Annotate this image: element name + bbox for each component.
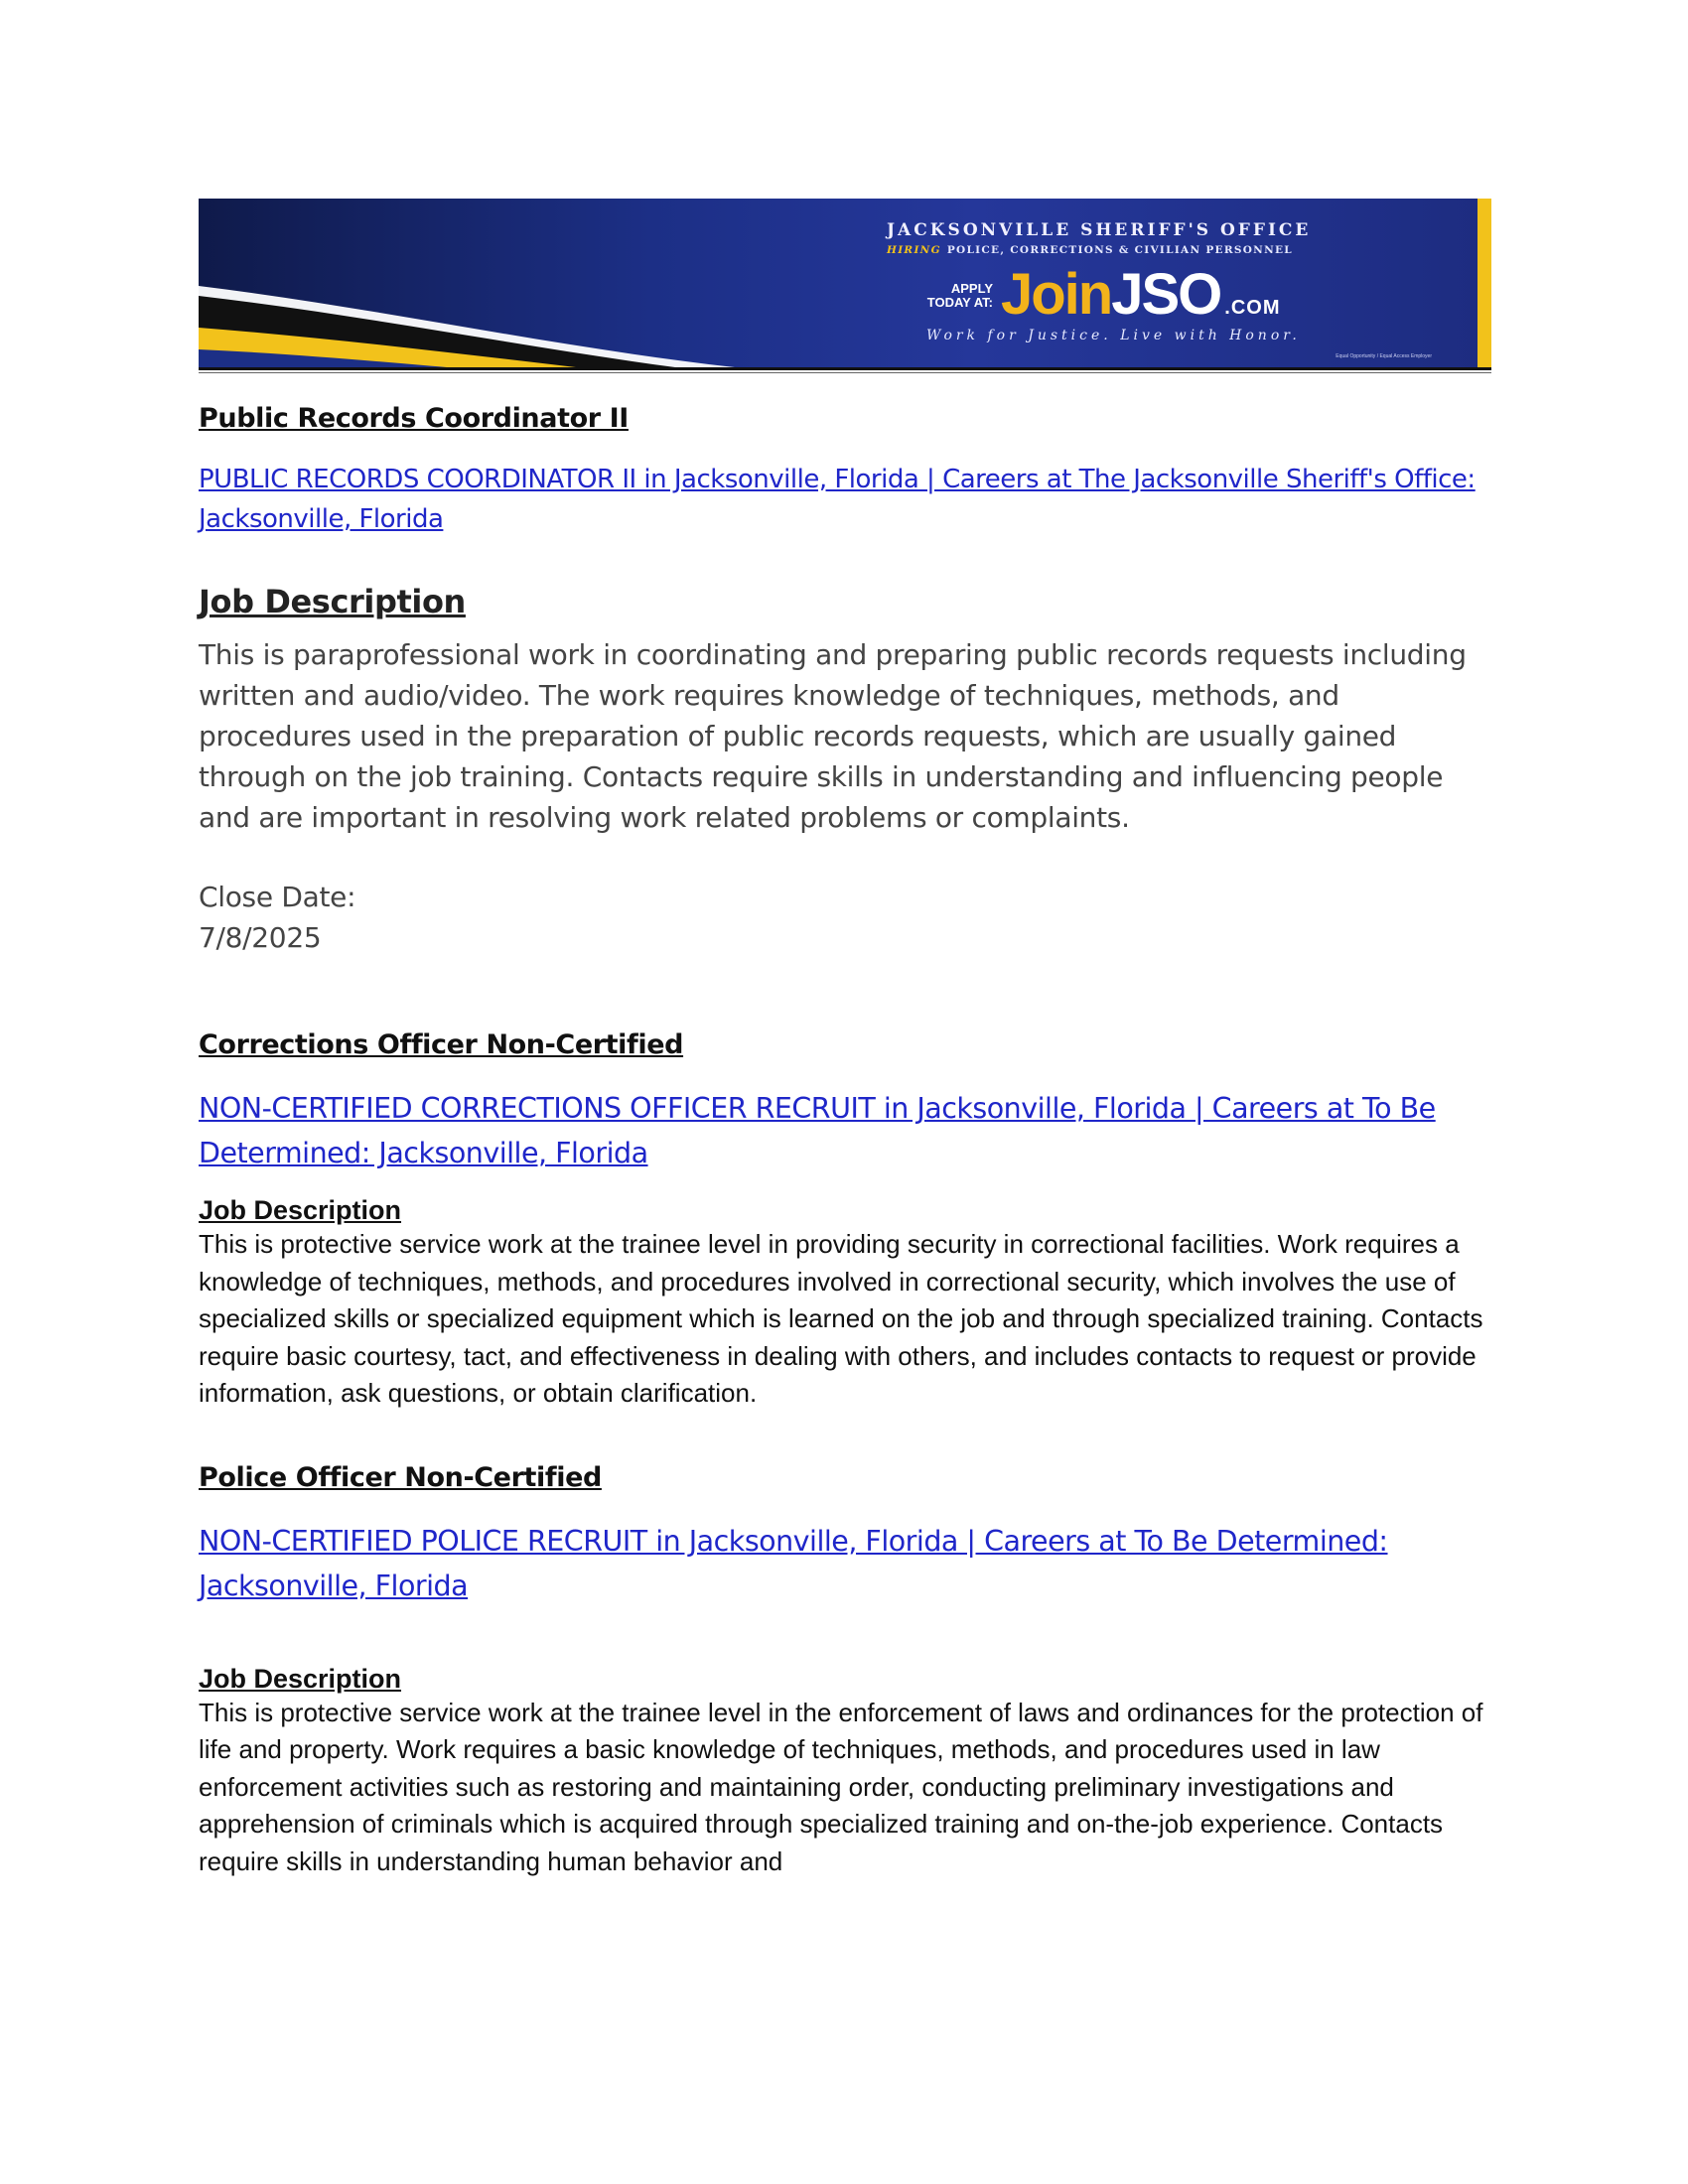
banner-hiring-word: HIRING [887, 244, 941, 256]
close-date-label: Close Date: [199, 881, 356, 913]
job-title: Police Officer Non-Certified [199, 1461, 602, 1493]
job-description-text: This is protective service work at the trainee level in the enforcement of laws and ordinances for the protection of life and property. Work requires a basic knowledge of techniques, methods, and procedures used in law enforcement activities such as restoring and maintaining order, conducting preliminary investigations and apprehension of criminals which is acquired through specialized training and on-the-job experience. Contacts require skills in understanding human behavior and [199, 1697, 1483, 1876]
job-description-text: This is paraprofessional work in coordinating and preparing public records requests including written and audio/video. The work requires knowledge of techniques, methods, and procedures used in the preparation of public records requests, which are usually gained through on the job training. Contacts require skills in understanding and influencing people and are important in resolving work related problems or complaints. [199, 638, 1467, 834]
banner-apply-today: APPLY TODAY AT: [926, 281, 993, 310]
joinjso-logo [1001, 262, 1281, 337]
banner-eeo-note: Equal Opportunity / Equal Access Employer [1336, 353, 1432, 359]
job-title: Corrections Officer Non-Certified [199, 1029, 684, 1060]
logo-jso-text: JSO [1111, 262, 1221, 327]
document-page [199, 199, 1491, 1880]
job-title: Public Records Coordinator II [199, 403, 629, 434]
logo-join-text: Join [1001, 262, 1112, 327]
logo-dotcom-text: .COM [1224, 297, 1281, 319]
job-description-heading: Job Description [199, 1663, 402, 1694]
banner-hiring-text: POLICE, CORRECTIONS & CIVILIAN PERSONNEL [946, 244, 1293, 256]
job-link[interactable]: PUBLIC RECORDS COORDINATOR II in Jacksonville, Florida | Careers at The Jacksonville Sheriff's Office: Jacksonville, Florida [199, 465, 1476, 534]
job-description-text: This is protective service work at the trainee level in providing security in correctional facilities. Work requires a knowledge of techniques, methods, and procedures involved in correctional security, which involves the use of specialized skills or specialized equipment which is learned on the job and through specialized training. Contacts require basic courtesy, tact, and effectiveness in dealing with others, and includes contacts to request or provide information, ask questions, or obtain clarification. [199, 1229, 1483, 1408]
job-description-heading: Job Description [199, 583, 466, 620]
job-link[interactable]: NON-CERTIFIED POLICE RECRUIT in Jacksonville, Florida | Careers at To Be Determined: Jacksonville, Florida [199, 1524, 1388, 1602]
banner-tagline: Work for Justice. Live with Honor. [926, 328, 1301, 343]
job-link[interactable]: NON-CERTIFIED CORRECTIONS OFFICER RECRUIT in Jacksonville, Florida | Careers at To Be Determined: Jacksonville, Florida [199, 1092, 1436, 1169]
job-posting-police-officer [199, 1462, 1491, 1881]
job-posting-corrections-officer [199, 1029, 1491, 1413]
banner-org-name: JACKSONVILLE SHERIFF'S OFFICE [887, 220, 1312, 240]
banner-rule-thin [199, 372, 1491, 373]
job-posting-public-records [199, 403, 1491, 958]
jso-hiring-banner [199, 199, 1491, 367]
banner-yellow-edge [1477, 199, 1491, 367]
close-date-value: 7/8/2025 [199, 921, 322, 954]
banner-rule [199, 367, 1491, 370]
banner-hiring-line [887, 244, 1293, 256]
job-description-heading: Job Description [199, 1195, 402, 1225]
